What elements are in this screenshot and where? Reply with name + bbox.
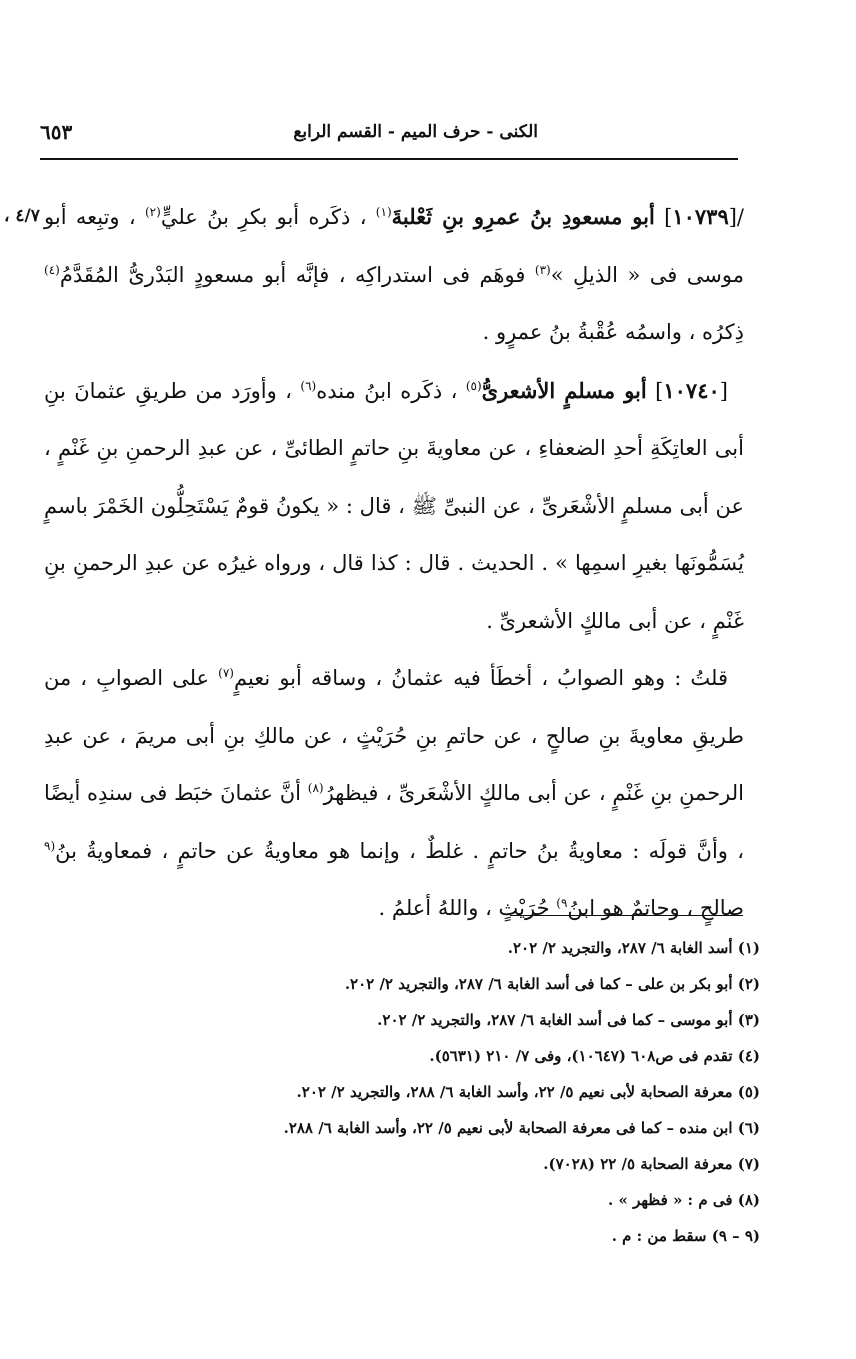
entry-text: ، وتبِعه أبو موسى فى « الذيلِ » — [44, 205, 744, 287]
margin-volume-reference: ٤/٧ ، — [4, 206, 40, 226]
footnote-ref[interactable]: (٢) — [144, 205, 161, 219]
footnote: (٧) معرفة الصحابة ٥/ ٢٢ (٧٠٢٨). — [543, 1155, 760, 1173]
commentary-text: قلتُ : وهو الصوابُ ، أخطَأ فيه عثمانُ ، وساقه أبو نعيمٍ — [233, 666, 728, 690]
commentary-paragraph — [44, 650, 744, 938]
entry-open-bracket: [ — [719, 378, 728, 403]
footnote-separator — [510, 915, 743, 916]
entry-name: أبو مسلمٍ الأشعرىُّ — [481, 377, 647, 403]
main-text — [44, 188, 744, 938]
entry-open-mark: /[ — [728, 205, 745, 229]
commentary-text: حُرَيْثٍ ، واللهُ أعلمُ . — [378, 896, 550, 920]
footnote: (٤) تقدم فى ص٦٠٨ (١٠٦٤٧)، وفى ٧/ ٢١٠ (٥٦٣١). — [429, 1047, 760, 1065]
entry-close-bracket: ] — [655, 378, 664, 403]
footnotes — [60, 930, 760, 1254]
entry-number: ١٠٧٣٩ — [672, 204, 729, 229]
commentary-text: صالحٍ ، وحاتمٌ هو ابنُ — [567, 896, 744, 920]
footnote-ref[interactable]: (٥) — [465, 378, 482, 393]
footnote-ref[interactable]: (٦) — [300, 378, 317, 393]
entry-close-bracket: ] — [664, 205, 673, 229]
commentary-text: على الصوابِ ، من طريقِ معاويةَ بنِ صالحٍ ، عن حاتمِ بنِ حُرَيْثٍ ، عن مالكِ بنِ أبى مريمَ ، عن عبدِ الرحمنِ بنِ غَنْمٍ ، عن أبى مالكٍ الأشْعَرىِّ ، فيظهرُ — [44, 666, 744, 805]
footnote: (٦) ابن منده – كما فى معرفة الصحابة لأبى نعيم ٥/ ٢٢، وأسد الغابة ٦/ ٢٨٨. — [283, 1119, 760, 1137]
entry-text: ، ذكَره أبو بكرِ بنُ عليٍّ — [160, 205, 367, 229]
page-number: ٦٥٣ — [40, 120, 73, 144]
page-header — [40, 118, 738, 154]
footnote: (٩ – ٩) سقط من : م . — [611, 1227, 760, 1245]
entry-text: ، ذكَره ابنُ منده — [316, 378, 458, 403]
footnote-ref[interactable]: (٣) — [534, 262, 551, 277]
entry-10740 — [44, 362, 744, 651]
footnote: (٢) أبو بكر بن على – كما فى أسد الغابة ٦/ ٢٨٧، والتجريد ٢/ ٢٠٢. — [344, 975, 760, 993]
footnote-ref[interactable]: ٩) — [556, 896, 568, 910]
footnote: (٥) معرفة الصحابة لأبى نعيم ٥/ ٢٢، وأسد الغابة ٦/ ٢٨٨، والتجريد ٢/ ٢٠٢. — [296, 1083, 760, 1101]
running-head: الكنى - حرف الميم - القسم الرابع — [293, 122, 538, 142]
footnote-ref[interactable]: (١) — [375, 205, 392, 219]
entry-text: فوهَم فى استدراكِه ، فإنَّه أبو مسعودٍ البَدْرىُّ المُقَدَّمُ — [59, 262, 526, 287]
entry-10739 — [44, 188, 744, 362]
footnote-ref[interactable]: (٨) — [307, 781, 324, 795]
footnote-ref[interactable]: (٤) — [44, 262, 60, 277]
header-rule — [40, 158, 738, 160]
entry-number: ١٠٧٤٠ — [663, 377, 720, 403]
footnote-ref[interactable]: (٧) — [218, 666, 234, 680]
footnote: (١) أسد الغابة ٦/ ٢٨٧، والتجريد ٢/ ٢٠٢. — [507, 939, 760, 957]
footnote-ref[interactable]: (٩ — [44, 838, 56, 853]
footnote: (٨) فى م : « فظهر » . — [608, 1191, 760, 1209]
footnote: (٣) أبو موسى – كما فى أسد الغابة ٦/ ٢٨٧، والتجريد ٢/ ٢٠٢. — [377, 1011, 760, 1029]
entry-text: ، وأورَد من طريقِ عثمانَ بنِ أبى العاتِكَةِ أحدِ الضعفاءِ ، عن معاويةَ بنِ حاتمٍ الطائىِّ ، عن عبدِ الرحمنِ بنِ غَنْمٍ ، عن أبى مسلمٍ الأشْعَرىِّ ، عن النبىِّ ﷺ ، قال : « يكونُ قومٌ يَسْتَحِلُّون الخَمْرَ باسمٍ يُسَمُّونَها بغيرِ اسمِها » . الحديث . قال : كذا قال ، ورواه غيرُه عن عبدِ الرحمنِ بنِ غَنْمٍ ، عن أبى مالكٍ الأشعرىِّ . — [44, 378, 744, 633]
commentary-text: أنَّ عثمانَ خبَط فى سندِه أيضًا ، وأنَّ قولَه : معاويةُ بنُ حاتمٍ . غلطٌ ، وإنما هو معاويةُ عن حاتمٍ ، فمعاويةُ بنُ — [44, 781, 744, 863]
entry-name: أبو مسعودِ بنُ عمرِو بنِ ثَعْلبةَ — [391, 204, 655, 229]
entry-text: ذِكرُه ، واسمُه عُقْبةُ بنُ عمرٍو . — [482, 320, 744, 344]
